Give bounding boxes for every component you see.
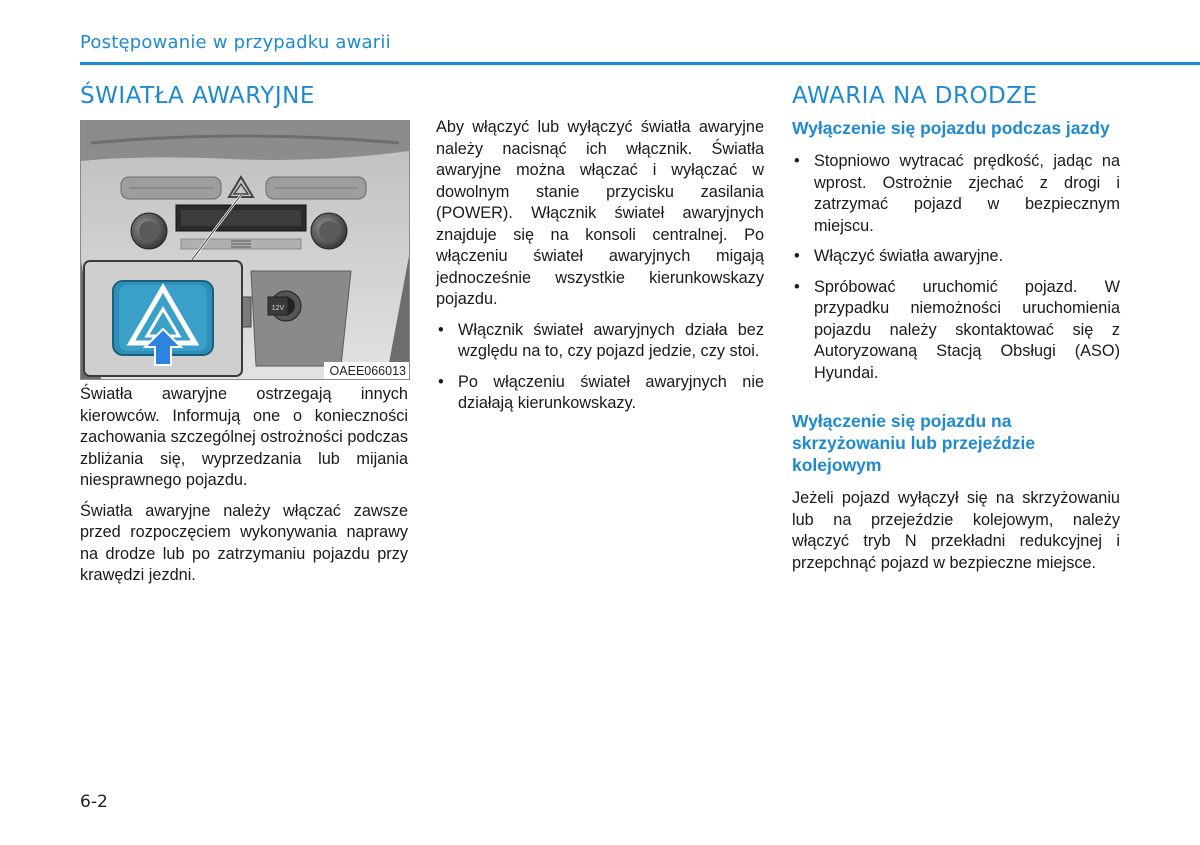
subheading-stall-at-crossing: Wyłączenie się pojazdu na skrzyżowaniu lub przejeździe kolejowym bbox=[792, 411, 1036, 475]
hazard-switch-illustration bbox=[80, 120, 410, 380]
middle-bullet-list bbox=[436, 320, 764, 415]
list-item: • Po włączeniu świateł awaryjnych nie działają kierunkowskazy. bbox=[436, 372, 764, 415]
list-item: • Stopniowo wytracać prędkość, jadąc na wprost. Ostrożnie zjechać z drogi i zatrzymać pojazd w bezpiecznym miejscu. bbox=[792, 151, 1120, 237]
section-title-breakdown: AWARIA NA DRODZE bbox=[792, 83, 1038, 109]
figure-code: OAEE066013 bbox=[324, 362, 409, 379]
left-column-text bbox=[80, 384, 408, 596]
list-item: • Włącznik świateł awaryjnych działa bez względu na to, czy pojazd jedzie, czy stoi. bbox=[436, 320, 764, 363]
socket-label: 12V bbox=[271, 305, 285, 312]
paragraph-how-to-switch: Aby włączyć lub wyłączyć światła awaryjne należy nacisnąć ich włącznik. Światła awaryjne można włączać i wyłączać w dowolnym stanie przycisku zasilania (POWER). Włącznik świateł awaryjnych znajduje się na konsoli centralnej. Po włączeniu świateł awaryjnych migają jednocześnie wszystkie kierunkowskazy pojazdu. bbox=[436, 118, 764, 308]
console-drawing bbox=[81, 121, 409, 379]
paragraph-when-to-use: Światła awaryjne należy włączać zawsze przed rozpoczęciem wykonywania naprawy na drodze lub po zatrzymaniu pojazdu przy krawędzi jezdni. bbox=[80, 501, 408, 584]
middle-column-text bbox=[436, 117, 764, 424]
paragraph-purpose: Światła awaryjne ostrzegają innych kierowców. Informują one o konieczności zachowania szczególnej ostrożności podczas zbliżania się, wyprzedzania lub mijania niesprawnego pojazdu. bbox=[80, 385, 408, 489]
list-item: • Spróbować uruchomić pojazd. W przypadku niemożności uruchomienia pojazdu należy skontaktować się z Autoryzowaną Stacją Obsługi (ASO) Hyundai. bbox=[792, 277, 1120, 385]
page-number: 6-2 bbox=[80, 792, 108, 812]
running-header: Postępowanie w przypadku awarii bbox=[80, 32, 391, 53]
list-item: • Włączyć światła awaryjne. bbox=[792, 246, 1120, 268]
right-bullet-list bbox=[792, 151, 1120, 384]
section-title-hazard-lights: ŚWIATŁA AWARYJNE bbox=[80, 83, 315, 109]
header-divider bbox=[80, 62, 1200, 65]
right-column-text bbox=[792, 117, 1120, 583]
subheading-stall-while-driving: Wyłączenie się pojazdu podczas jazdy bbox=[792, 118, 1110, 138]
paragraph-crossing: Jeżeli pojazd wyłączył się na skrzyżowaniu lub na przejeździe kolejowym, należy włączyć tryb N przekładni redukcyjnej i przepchnąć pojazd w bezpieczne miejsce. bbox=[792, 489, 1120, 572]
